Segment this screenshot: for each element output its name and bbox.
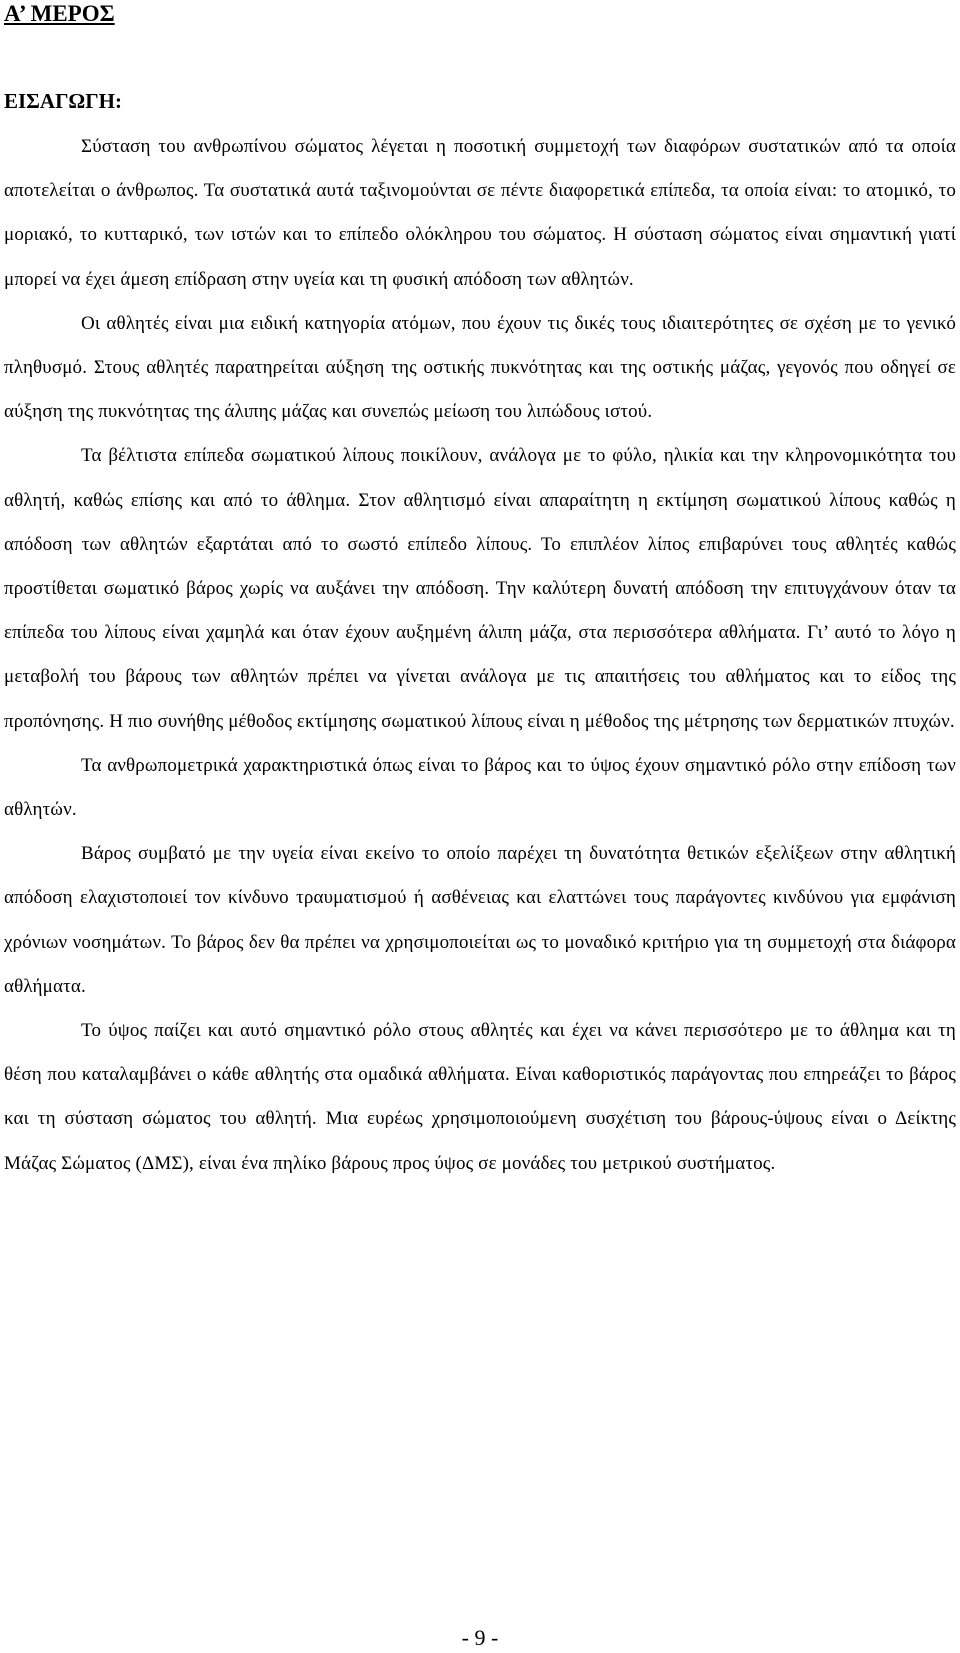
paragraph-athletes: Οι αθλητές είναι μια ειδική κατηγορία ατόμων, που έχουν τις δικές τους ιδιαιτερότητες σε σχέση με το γενικό πληθυσμό. Στους αθλητές παρατηρείται αύξηση της οστικής πυκνότητας και της οστικής μάζας, γεγονός που οδηγεί σε αύξηση της πυκνότητας της άλιπης μάζας και συνεπώς μείωση του λιπώδους ιστού. bbox=[4, 312, 956, 423]
paragraph-body-fat: Τα βέλτιστα επίπεδα σωματικού λίπους ποικίλουν, ανάλογα με το φύλο, ηλικία και την κληρονομικότητα του αθλητή, καθώς επίσης και από το άθλημα. Στον αθλητισμό είναι απαραίτητη η εκτίμηση σωματικού λίπους καθώς η απόδοση των αθλητών εξαρτάται από το σωστό επίπεδο λίπους. Το επιπλέον λίπος επιβαρύνει τους αθλητές καθώς προστίθεται σωματικό βάρος χωρίς να αυξάνει την απόδοση. Την καλύτερη δυνατή απόδοση την επιτυγχάνουν όταν τα επίπεδα του λίπους είναι χαμηλά και όταν έχουν αυξημένη άλιπη μάζα, στα περισσότερα αθλήματα. Γι’ αυτό το λόγο η μεταβολή του βάρους των αθλητών πρέπει να γίνεται ανάλογα με τις απαιτήσεις του αθλήματος και το είδος της προπόνησης. Η πιο συνήθης μέθοδος εκτίμησης σωματικού λίπους είναι η μέθοδος της μέτρησης των δερματικών πτυχών. bbox=[4, 445, 956, 732]
paragraph-body-composition: Σύσταση του ανθρωπίνου σώματος λέγεται η ποσοτική συμμετοχή των διαφόρων συστατικών από τα οποία αποτελείται ο άνθρωπος. Τα συστατικά αυτά ταξινομούνται σε πέντε διαφορετικά επίπεδα, τα οποία είναι: το ατομικό, το μοριακό, το κυτταρικό, των ιστών και το επίπεδο ολόκληρου του σώματος. Η σύσταση σώματος είναι σημαντική γιατί μπορεί να έχει άμεση επίδραση στην υγεία και τη φυσική απόδοση των αθλητών. bbox=[4, 136, 956, 290]
part-title: Α’ ΜΕΡΟΣ bbox=[4, 1, 115, 26]
paragraph-anthropometric: Τα ανθρωπομετρικά χαρακτηριστικά όπως είναι το βάρος και το ύψος έχουν σημαντικό ρόλο στην επίδοση των αθλητών. bbox=[4, 754, 956, 821]
paragraph-weight: Βάρος συμβατό με την υγεία είναι εκείνο το οποίο παρέχει τη δυνατότητα θετικών εξελίξεων στην αθλητική απόδοση ελαχιστοποιεί τον κίνδυνο τραυματισμού ή ασθένειας και ελαττώνει τους παράγοντες κινδύνου για εμφάνιση χρόνιων νοσημάτων. Το βάρος δεν θα πρέπει να χρησιμοποιείται ως το μοναδικό κριτήριο για τη συμμετοχή στα διάφορα αθλήματα. bbox=[4, 843, 956, 997]
section-title: ΕΙΣΑΓΩΓΗ: bbox=[4, 89, 122, 113]
body-text bbox=[4, 125, 956, 1186]
page-number: - 9 - bbox=[461, 1625, 499, 1650]
paragraph-height: Το ύψος παίζει και αυτό σημαντικό ρόλο στους αθλητές και έχει να κάνει περισσότερο με το άθλημα και τη θέση που καταλαμβάνει ο κάθε αθλητής στα ομαδικά αθλήματα. Είναι καθοριστικός παράγοντας που επηρεάζει το βάρος και τη σύσταση σώματος του αθλητή. Μια ευρέως χρησιμοποιούμενη συσχέτιση του βάρους-ύψους είναι ο Δείκτης Μάζας Σώματος (ΔΜΣ), είναι ένα πηλίκο βάρους προς ύψος σε μονάδες του μετρικού συστήματος. bbox=[4, 1020, 956, 1174]
